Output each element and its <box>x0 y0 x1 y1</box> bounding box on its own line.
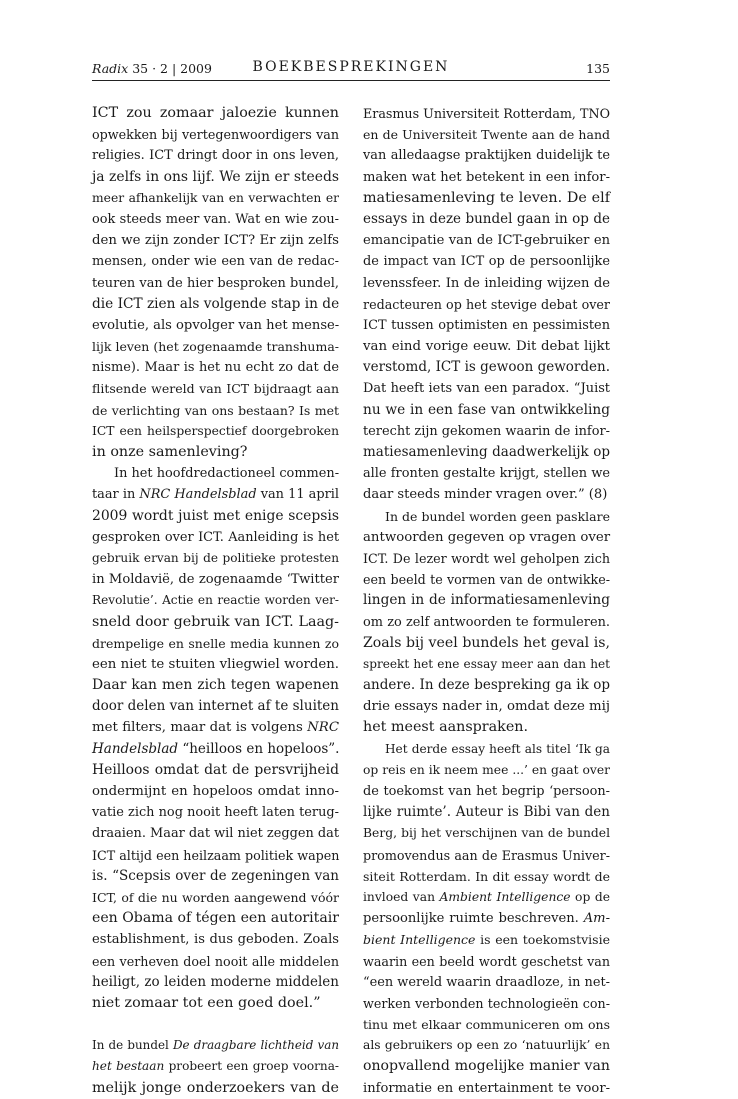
section-break <box>92 1014 339 1035</box>
text-line: het meest aanspraken. <box>363 719 529 736</box>
paragraph-3 <box>363 739 610 1099</box>
text-line: ICT een heilsperspectief doorgebroken <box>92 423 339 438</box>
header-rule <box>92 80 610 81</box>
text-line: meer afhankelijk van en verwachten er <box>92 190 339 205</box>
text-line: opwekken bij vertegenwoordigers van <box>92 127 339 143</box>
text-line: 2009 wordt juist met enige scepsis <box>92 507 339 524</box>
text-line: teuren van de hier besproken bundel, <box>92 275 339 291</box>
text-line: ICT. De lezer wordt wel geholpen zich <box>363 550 610 566</box>
text-line: drempelige en snelle media kunnen zo <box>92 635 339 651</box>
page-number: 135 <box>586 61 610 76</box>
text-line: emancipatie van de ICT-gebruiker en <box>363 233 610 249</box>
text-line: vatie zich nog nooit heeft laten terug- <box>92 805 339 821</box>
text-line: maken wat het betekent in een infor- <box>363 169 610 185</box>
paragraph-1 <box>92 103 339 463</box>
text-line: in onze samenleving? <box>92 444 248 460</box>
text-line: alle fronten gestalte krijgt, stellen we <box>363 466 610 482</box>
journal-issue: 35 · 2 | 2009 <box>132 61 212 76</box>
book-title: De draagbare lichtheid van <box>173 1038 339 1053</box>
text-line: “een wereld waarin draadloze, in net- <box>363 974 610 990</box>
text-line: tinu met elkaar communiceren om ons <box>363 1017 610 1033</box>
newspaper-title: NRC <box>307 720 339 736</box>
text-line: Dat heeft iets van een paradox. “Juist <box>363 381 610 397</box>
text-line: Erasmus Universiteit Rotterdam, TNO <box>363 106 610 121</box>
text-line: waarin een beeld wordt geschetst van <box>363 953 610 969</box>
text-line: siteit Rotterdam. In dit essay wordt de <box>363 868 610 884</box>
text-line: Daar kan men zich tegen wapenen <box>92 677 339 694</box>
journal-name: Radix <box>92 61 129 76</box>
right-column <box>363 103 610 1099</box>
text-line: daar steeds minder vragen over.” (8) <box>363 487 608 503</box>
text-fragment: persoonlijke ruimte beschreven. <box>363 911 584 927</box>
paragraph-1 <box>363 103 610 506</box>
text-line: een beeld te vormen van de ontwikke- <box>363 572 610 588</box>
text-line: lingen in de informatiesamenleving <box>363 592 610 609</box>
text-line <box>363 929 610 950</box>
text-line: lijk leven (het zogenaamde transhuma- <box>92 339 339 355</box>
text-line <box>92 739 339 760</box>
paragraph-3 <box>92 1035 339 1099</box>
text-line: een niet te stuiten vliegwiel worden. <box>92 656 339 672</box>
text-line: establishment, is dus geboden. Zoals <box>92 932 339 948</box>
text-line: flitsende wereld van ICT bijdraagt aan <box>92 381 339 397</box>
text-line: andere. In deze bespreking ga ik op <box>363 677 610 694</box>
paragraph-2 <box>363 506 610 739</box>
text-line: sneld door gebruik van ICT. Laag- <box>92 613 339 630</box>
text-fragment: op de <box>570 889 610 904</box>
text-line: mensen, onder wie een van de redac- <box>92 254 339 270</box>
text-line: als gebruikers op een zo ‘natuurlijk’ en <box>363 1038 610 1053</box>
text-line: op reis en ik neem mee ...’ en gaat over <box>363 762 610 777</box>
text-line <box>92 484 339 505</box>
text-line: ook steeds meer van. Wat en wie zou- <box>92 211 339 227</box>
text-line: religies. ICT dringt door in ons leven, <box>92 148 339 164</box>
text-line: van eind vorige eeuw. Dit debat lijkt <box>363 339 610 355</box>
text-line: nisme). Maar is het nu echt zo dat de <box>92 360 339 376</box>
text-line: ICT tussen optimisten en pessimisten <box>363 317 610 333</box>
text-line: Berg, bij het verschijnen van de bundel <box>363 826 610 841</box>
text-line: matiesamenleving te leven. De elf <box>363 189 610 206</box>
text-line: door delen van internet af te sluiten <box>92 698 339 715</box>
text-line: gebruik ervan bij de politieke protesten <box>92 550 339 565</box>
text-line: spreekt het ene essay meer aan dan het <box>363 656 610 671</box>
newspaper-title: NRC Handelsblad <box>139 487 257 503</box>
text-line: ICT, of die nu worden aangewend vóór <box>92 889 339 905</box>
text-line <box>363 908 610 929</box>
text-line: Revolutie’. Actie en reactie worden ver- <box>92 593 339 608</box>
text-line: ICT altijd een heilzaam politiek wapen <box>92 847 340 863</box>
text-fragment: invloed van <box>363 889 440 904</box>
text-line: gesproken over ICT. Aanleiding is het <box>92 529 339 545</box>
text-line: ICT zou zomaar jaloezie kunnen <box>92 105 339 121</box>
text-line: en de Universiteit Twente aan de hand <box>363 127 610 143</box>
text-line: melijk jonge onderzoekers van de <box>92 1079 339 1096</box>
text-line: Zoals bij veel bundels het geval is, <box>363 634 610 651</box>
text-fragment: is een toekomstvisie <box>475 932 610 948</box>
text-line <box>92 1035 339 1056</box>
text-line: antwoorden gegeven op vragen over <box>363 529 611 545</box>
text-fragment: “heilloos en hopeloos”. <box>178 740 340 757</box>
text-line: Het derde essay heeft als titel ‘Ik ga <box>385 741 610 756</box>
text-fragment: met filters, maar dat is volgens <box>92 720 308 736</box>
text-line: matiesamenleving daadwerkelijk op <box>363 444 610 460</box>
text-line <box>92 717 339 738</box>
text-line: een verheven doel nooit alle middelen <box>92 953 339 969</box>
text-line: evolutie, als opvolger van het mense- <box>92 317 340 333</box>
text-line: is. “Scepsis over de zegeningen van <box>92 867 339 884</box>
term-italic: bient Intelligence <box>363 932 476 948</box>
text-line: heiligt, zo leiden moderne middelen <box>92 973 339 990</box>
text-line: draaien. Maar dat wil niet zeggen dat <box>92 826 339 842</box>
text-line: onopvallend mogelijke manier van <box>363 1058 610 1075</box>
text-fragment: In de bundel <box>92 1038 174 1053</box>
term-italic: Am- <box>583 911 610 927</box>
left-column <box>92 103 339 1099</box>
text-line: ondermijnt en hopeloos omdat inno- <box>92 784 339 799</box>
text-line: levenssfeer. In de inleiding wijzen de <box>363 275 610 291</box>
text-line: terecht zijn gekomen waarin de infor- <box>363 423 610 439</box>
text-line: In de bundel worden geen pasklare <box>385 508 610 524</box>
text-line: drie essays nader in, omdat deze mij <box>363 699 611 715</box>
text-line: de impact van ICT op de persoonlijke <box>363 254 610 270</box>
text-line <box>363 887 610 908</box>
text-line: verstomd, ICT is gewoon geworden. <box>363 359 610 376</box>
paragraph-2 <box>92 463 339 1014</box>
text-line: promovendus aan de Erasmus Univer- <box>363 847 610 863</box>
text-fragment: probeert een groep voorna- <box>164 1059 340 1074</box>
text-line: niet zomaar tot een goed doel.” <box>92 994 321 1011</box>
newspaper-title: Handelsblad <box>92 740 179 757</box>
text-line: informatie en entertainment te voor- <box>363 1080 610 1096</box>
book-title: het bestaan <box>92 1059 165 1074</box>
text-line: een Obama of tégen een autoritair <box>92 910 339 927</box>
text-line: den we zijn zonder ICT? Er zijn zelfs <box>92 233 339 249</box>
text-line: die ICT zien als volgende stap in de <box>92 295 340 312</box>
text-line: ja zelfs in ons lijf. We zijn er steeds <box>92 168 339 185</box>
text-fragment: van 11 april <box>256 487 340 503</box>
text-line: de toekomst van het begrip ‘persoon- <box>363 784 610 799</box>
text-line: in Moldavië, de zogenaamde ‘Twitter <box>92 572 339 588</box>
text-fragment: taar in <box>92 487 140 503</box>
term-italic: Ambient Intelligence <box>439 889 571 904</box>
text-line: Heilloos omdat dat de persvrijheid <box>92 761 339 778</box>
text-line: lijke ruimte’. Auteur is Bibi van den <box>363 804 610 821</box>
text-line: werken verbonden technologieën con- <box>363 995 610 1011</box>
text-line: de verlichting van ons bestaan? Is met <box>92 402 339 418</box>
running-header <box>92 58 610 80</box>
text-line: essays in deze bundel gaan in op de <box>363 210 610 227</box>
text-line: om zo zelf antwoorden te formuleren. <box>363 614 610 630</box>
text-line: nu we in een fase van ontwikkeling <box>363 401 610 418</box>
text-line: In het hoofdredactioneel commen- <box>114 466 340 482</box>
text-line: van alledaagse praktijken duidelijk te <box>363 148 610 164</box>
section-title: BOEKBESPREKINGEN <box>252 59 450 75</box>
text-line <box>92 1056 339 1077</box>
text-line: redacteuren op het stevige debat over <box>363 296 610 312</box>
